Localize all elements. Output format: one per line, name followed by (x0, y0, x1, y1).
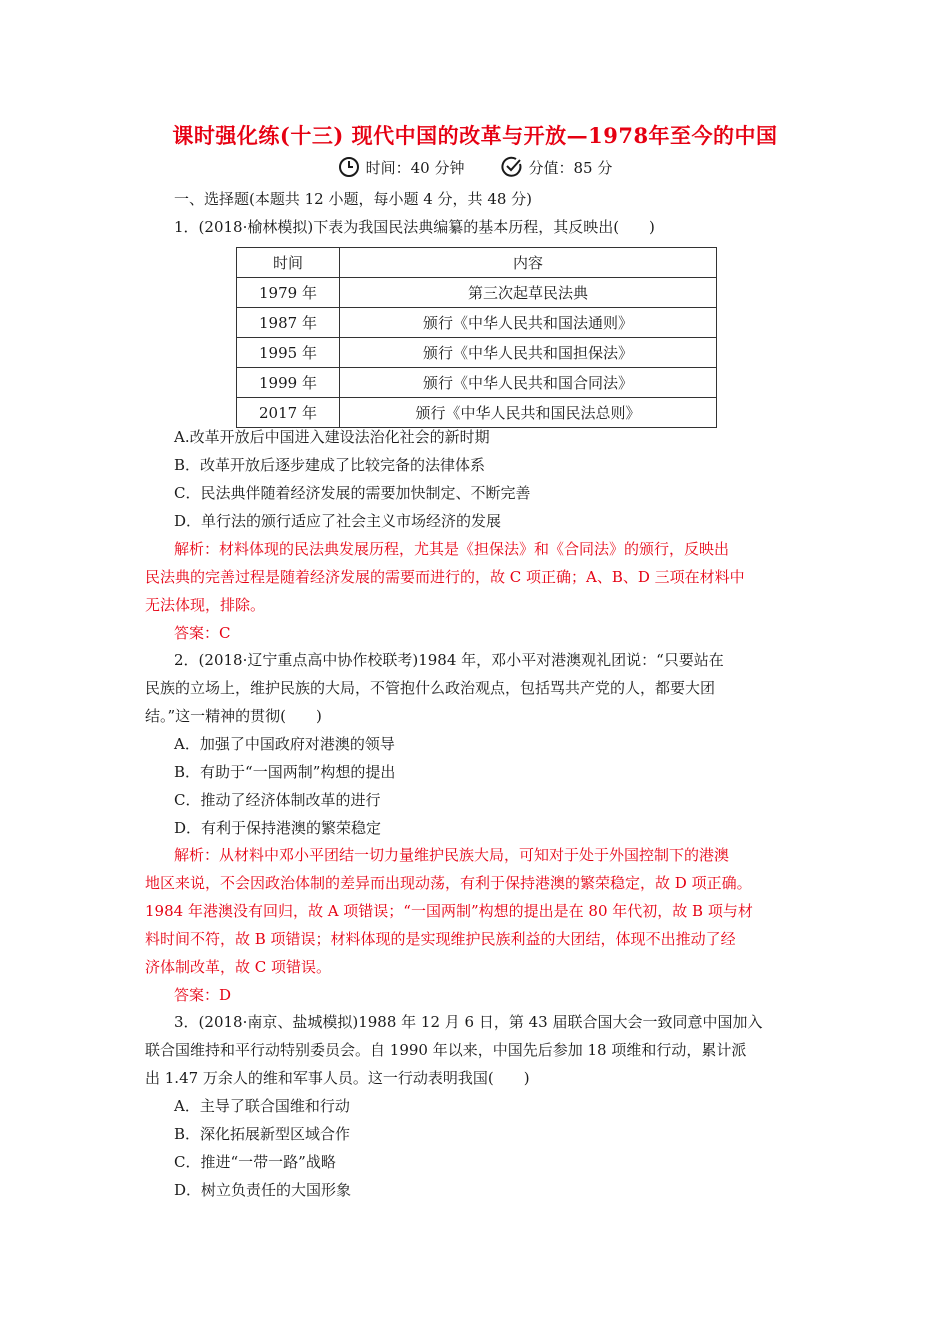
q2-analysis-line: 1984 年港澳没有回归，故 A 项错误；“一国两制”构想的提出是在 80 年代初，故 B 项与材 (145, 902, 753, 920)
q1-answer: 答案：C (174, 624, 231, 642)
table-header-row (237, 248, 717, 278)
q1-analysis-line: 无法体现，排除。 (145, 596, 266, 614)
q1-option-c: C．民法典伴随着经济发展的需要加快制定、不断完善 (174, 484, 531, 502)
q2-option-a: A．加强了中国政府对港澳的领导 (174, 735, 395, 753)
table-cell-year: 1999 年 (237, 368, 340, 398)
q1-analysis-line: 民法典的完善过程是随着经济发展的需要而进行的，故 C 项正确；A、B、D 三项在材料中 (145, 568, 745, 586)
q1-table (236, 247, 717, 428)
q3-stem-line: 联合国维持和平行动特别委员会。自 1990 年以来，中国先后参加 18 项维和行动，累计派 (145, 1041, 747, 1059)
check-circle-icon (501, 156, 523, 178)
table-cell-year: 1979 年 (237, 278, 340, 308)
q3-option-b: B．深化拓展新型区域合作 (174, 1125, 351, 1143)
table-row (237, 278, 717, 308)
q3-option-d: D．树立负责任的大国形象 (174, 1181, 352, 1199)
score-info (501, 156, 613, 178)
table-row (237, 398, 717, 428)
q2-stem-line: 2．(2018·辽宁重点高中协作校联考)1984 年，邓小平对港澳观礼团说：“只要站在 (174, 651, 724, 669)
table-cell-content: 颁行《中华人民共和国法通则》 (340, 308, 717, 338)
q2-stem-line: 结。”这一精神的贯彻( ) (145, 707, 322, 725)
q3-stem-line: 3．(2018·南京、盐城模拟)1988 年 12 月 6 日，第 43 届联合国大会一致同意中国加入 (174, 1013, 763, 1031)
q2-analysis-line: 解析：从材料中邓小平团结一切力量维护民族大局，可知对于处于外国控制下的港澳 (174, 846, 730, 864)
q3-option-c: C．推进“一带一路”战略 (174, 1153, 336, 1171)
section-heading: 一、选择题(本题共 12 小题，每小题 4 分，共 48 分) (174, 190, 533, 208)
q1-option-b: B．改革开放后逐步建成了比较完备的法律体系 (174, 456, 486, 474)
table-row (237, 308, 717, 338)
table-header-time: 时间 (237, 248, 340, 278)
q1-option-d: D．单行法的颁行适应了社会主义市场经济的发展 (174, 512, 502, 530)
time-label: 时间：40 分钟 (365, 158, 465, 177)
q1-analysis-line: 解析：材料体现的民法典发展历程，尤其是《担保法》和《合同法》的颁行，反映出 (174, 540, 730, 558)
table-cell-year: 1995 年 (237, 338, 340, 368)
table-row (237, 338, 717, 368)
table-cell-content: 颁行《中华人民共和国合同法》 (340, 368, 717, 398)
q2-stem-line: 民族的立场上，维护民族的大局，不管抱什么政治观点，包括骂共产党的人，都要大团 (145, 679, 716, 697)
time-info (338, 156, 465, 178)
q2-analysis-line: 地区来说，不会因政治体制的差异而出现动荡，有利于保持港澳的繁荣稳定，故 D 项正确。 (145, 874, 752, 892)
q3-option-a: A．主导了联合国维和行动 (174, 1097, 350, 1115)
q1-option-a: A.改革开放后中国进入建设法治化社会的新时期 (174, 428, 490, 446)
q2-option-d: D．有利于保持港澳的繁荣稳定 (174, 819, 382, 837)
page-title: 课时强化练(十三) 现代中国的改革与开放—1978年至今的中国 (172, 123, 778, 148)
q2-analysis-line: 济体制改革，故 C 项错误。 (145, 958, 332, 976)
table-cell-content: 颁行《中华人民共和国民法总则》 (340, 398, 717, 428)
q2-analysis-line: 料时间不符，故 B 项错误；材料体现的是实现维护民族利益的大团结，体现不出推动了经 (145, 930, 736, 948)
table-cell-content: 颁行《中华人民共和国担保法》 (340, 338, 717, 368)
table-cell-year: 1987 年 (237, 308, 340, 338)
exam-meta (0, 156, 950, 178)
q3-stem-line: 出 1.47 万余人的维和军事人员。这一行动表明我国( ) (145, 1069, 530, 1087)
table-cell-year: 2017 年 (237, 398, 340, 428)
q1-stem: 1．(2018·榆林模拟)下表为我国民法典编纂的基本历程，其反映出( ) (174, 218, 655, 236)
q2-option-c: C．推动了经济体制改革的进行 (174, 791, 381, 809)
table-header-content: 内容 (340, 248, 717, 278)
q2-option-b: B．有助于“一国两制”构想的提出 (174, 763, 396, 781)
clock-icon (338, 156, 360, 178)
table-row (237, 368, 717, 398)
q2-answer: 答案：D (174, 986, 232, 1004)
score-label: 分值：85 分 (528, 158, 613, 177)
table-cell-content: 第三次起草民法典 (340, 278, 717, 308)
